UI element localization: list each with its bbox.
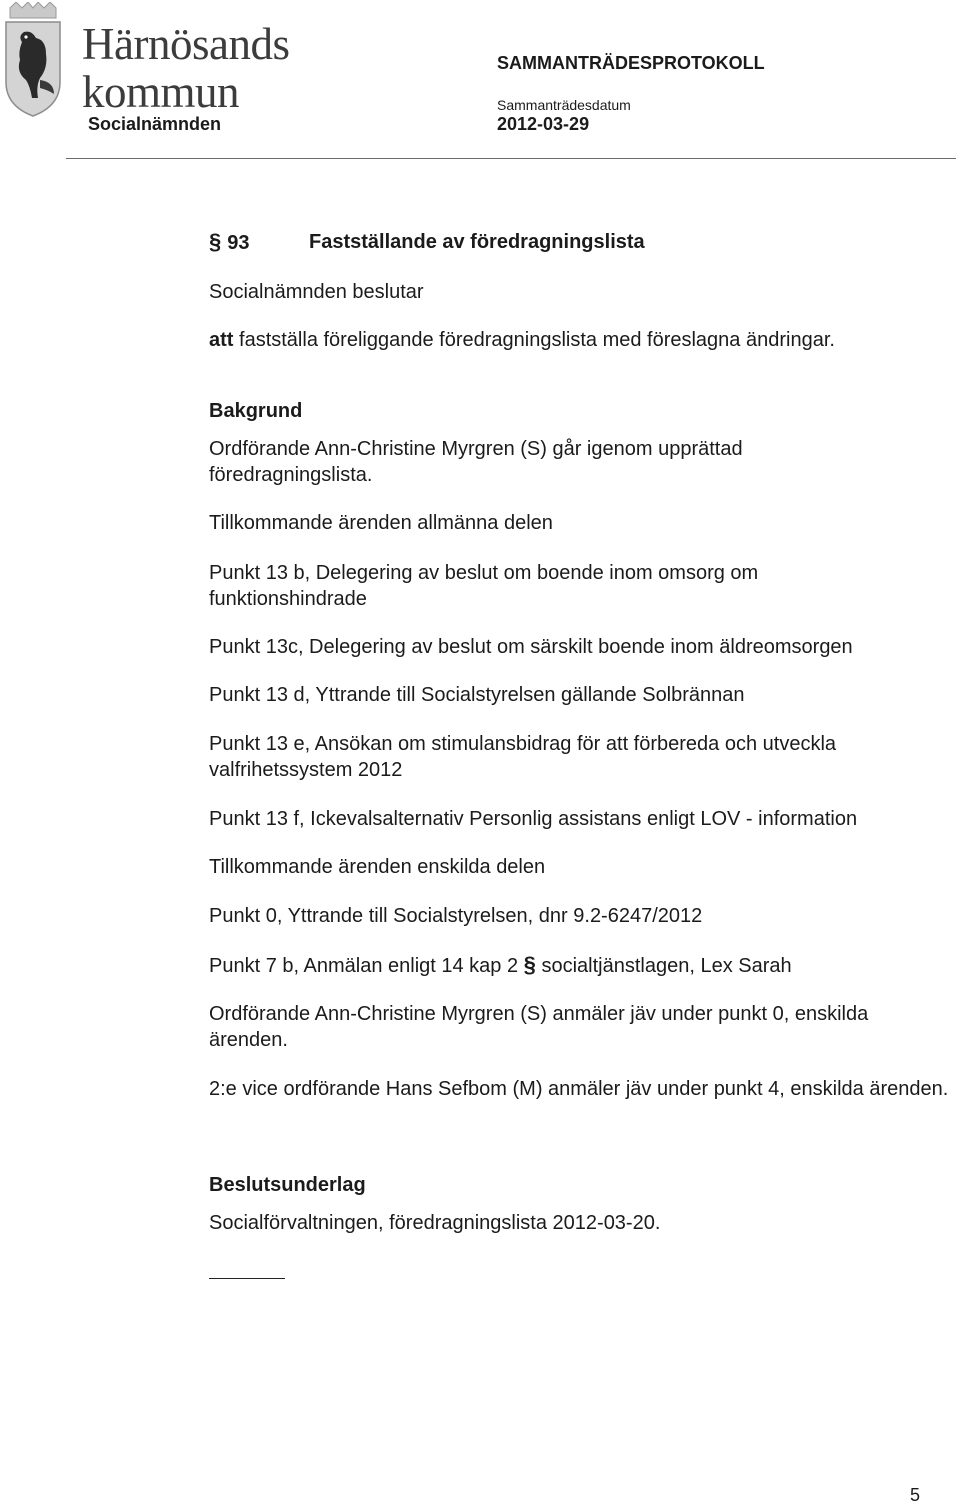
public-item: Punkt 13 e, Ansökan om stimulansbidrag för att förbereda och utveckla valfrihetssystem 2012 <box>209 733 837 781</box>
private-items-heading: Tillkommande ärenden enskilda delen <box>209 856 546 878</box>
municipal-coat-of-arms-icon <box>2 2 64 118</box>
document-title: SAMMANTRÄDESPROTOKOLL <box>497 53 765 73</box>
section-symbol: § <box>209 229 222 254</box>
public-item: Punkt 13 b, Delegering av beslut om boende inom omsorg om funktionshindrade <box>209 562 759 610</box>
section-number: 93 <box>227 232 250 254</box>
meeting-date-value: 2012-03-29 <box>497 114 590 134</box>
conflict-of-interest-note: Ordförande Ann-Christine Myrgren (S) anmäler jäv under punkt 0, enskilda ärenden. <box>209 1003 869 1051</box>
private-item: Punkt 0, Yttrande till Socialstyrelsen, dnr 9.2-6247/2012 <box>209 905 703 927</box>
basis-text: Socialförvaltningen, föredragningslista 2012-03-20. <box>209 1212 661 1234</box>
decision-statement <box>209 327 954 353</box>
background-text: Ordförande Ann-Christine Myrgren (S) går igenom upprättad föredragningslista. <box>209 438 743 486</box>
private-item-2-after: socialtjänstlagen, Lex Sarah <box>535 955 792 977</box>
decision-text: fastställa föreliggande föredragningslista med föreslagna ändringar. <box>233 329 835 351</box>
decision-att: att <box>209 329 234 351</box>
basis-heading: Beslutsunderlag <box>209 1174 366 1196</box>
private-item-2-before: Punkt 7 b, Anmälan enligt 14 kap 2 <box>209 955 524 977</box>
header-divider <box>66 158 956 159</box>
public-item: Punkt 13 f, Ickevalsalternativ Personlig assistans enligt LOV - information <box>209 808 858 830</box>
conflict-of-interest-note: 2:e vice ordförande Hans Sefbom (M) anmäler jäv under punkt 4, enskilda ärenden. <box>209 1078 949 1100</box>
public-item: Punkt 13 d, Yttrande till Socialstyrelsen gällande Solbrännan <box>209 684 745 706</box>
page-number: 5 <box>910 1485 921 1505</box>
private-item <box>209 952 954 979</box>
meeting-date-label: Sammanträdesdatum <box>497 97 631 113</box>
decision-intro: Socialnämnden beslutar <box>209 281 424 303</box>
end-rule <box>209 1278 285 1279</box>
background-heading: Bakgrund <box>209 400 303 422</box>
section-title: Fastställande av föredragningslista <box>309 231 645 253</box>
department-name: Socialnämnden <box>88 114 222 134</box>
public-items-heading: Tillkommande ärenden allmänna delen <box>209 512 553 534</box>
logo-text-line1: Härnösands <box>82 19 290 69</box>
section-heading <box>209 229 949 259</box>
logo-text-line2: kommun <box>82 67 240 117</box>
paragraph-symbol: § <box>523 952 536 977</box>
public-item: Punkt 13c, Delegering av beslut om särskilt boende inom äldreomsorgen <box>209 636 853 658</box>
